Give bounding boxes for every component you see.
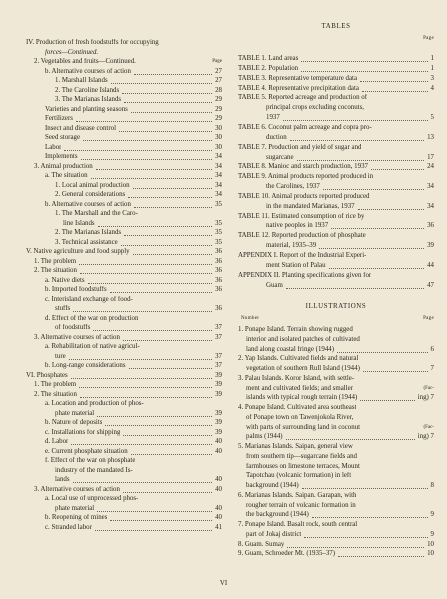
toc-entry-label: b. Alternative courses of action bbox=[45, 67, 131, 75]
dot-leader bbox=[323, 188, 424, 190]
page-ref: 35 bbox=[215, 229, 222, 236]
table-entry-label: principal crops excluding coconuts, bbox=[266, 104, 364, 112]
toc-entry-label: IV. Production of fresh foodstuffs for occupying bbox=[26, 39, 159, 46]
illustration-entry-label: background (1944) bbox=[246, 482, 299, 489]
illustration-entry-label: from southern tip—sugarcane fields and bbox=[246, 452, 357, 460]
table-entry-label: TABLE 2. Population bbox=[238, 64, 299, 72]
page-ref: 35 bbox=[215, 238, 222, 246]
dot-leader bbox=[81, 158, 213, 160]
illustration-entry-label: 9. Guam, Schroeder Mt. (1935–37) bbox=[238, 550, 336, 558]
page-ref: 37 bbox=[215, 324, 222, 331]
dot-leader bbox=[286, 438, 415, 440]
dot-leader bbox=[286, 287, 424, 289]
illustration-entry-label: interior and isolated patches of cultivated bbox=[246, 335, 360, 343]
page-ref: 28 bbox=[215, 86, 222, 94]
toc-entry-label: a. Native diets bbox=[45, 276, 85, 284]
illustration-entry-label: of Ponape town on Tawenjokola River, bbox=[246, 413, 354, 421]
table-entry-label: ment Station of Palau bbox=[266, 261, 326, 269]
dot-leader bbox=[110, 519, 212, 521]
toc-entry-label: phate material bbox=[55, 504, 95, 512]
toc-entry-label: b. Alternative courses of action bbox=[45, 200, 131, 208]
toc-entry-label: forces—Continued. bbox=[45, 48, 99, 56]
illustration-entry-label: 6. Marianas Islands. Saipan. Garapan, with bbox=[238, 491, 357, 499]
table-entry-label: TABLE 3. Representative temperature data bbox=[238, 74, 358, 82]
page-ref: 36 bbox=[215, 286, 222, 293]
dot-leader bbox=[111, 82, 212, 84]
toc-entry-label: 1. The Marshall and the Caro- bbox=[55, 210, 138, 217]
table-entry-label: TABLE 9. Animal products reported produced in bbox=[238, 173, 374, 181]
dot-leader bbox=[290, 139, 424, 141]
page-ref: 40 bbox=[215, 514, 222, 521]
page-ref: 1 bbox=[430, 64, 434, 72]
table-entry-label: native peoples in 1937 bbox=[266, 222, 329, 230]
page-ref: 13 bbox=[427, 133, 434, 141]
illustration-entry-label: the background (1944) bbox=[246, 511, 309, 519]
page-ref: 35 bbox=[215, 219, 222, 227]
dot-leader bbox=[283, 119, 428, 121]
table-entry-label: APPENDIX II. Planting specifications given for bbox=[238, 271, 372, 279]
toc-entry-label: 3. Alternative courses of action bbox=[34, 333, 120, 341]
dot-leader bbox=[297, 159, 425, 161]
table-entry-label: 1937 bbox=[266, 114, 280, 122]
toc-entry-label: Varieties and planting seasons bbox=[45, 105, 128, 113]
page-ref: 34 bbox=[427, 183, 434, 191]
dot-leader bbox=[76, 120, 212, 122]
table-entry-label: TABLE 7. Production and yield of sugar and bbox=[238, 143, 362, 151]
dot-leader bbox=[124, 101, 212, 103]
illustration-entry-label: 7. Ponape Island. Basalt rock, south central bbox=[238, 521, 358, 528]
dot-leader bbox=[312, 516, 428, 518]
toc-entry-label: 3. The Marianas Islands bbox=[55, 96, 122, 103]
page-ref: 39 bbox=[215, 428, 222, 436]
dot-leader bbox=[93, 329, 212, 331]
illustration-entry-label: 3. Palau Islands. Koror Island, with settle- bbox=[238, 374, 355, 382]
toc-entry-label: 3. Alternative courses of action bbox=[34, 485, 120, 493]
toc-entry-label: 3. Animal production bbox=[34, 162, 93, 170]
page-ref: 44 bbox=[427, 261, 434, 269]
toc-entry-label: a. Rehabilitation of native agricul- bbox=[45, 343, 140, 350]
illustration-entry-label: ment and cultivated fields; and smaller bbox=[246, 384, 353, 392]
page-ref: 47 bbox=[427, 281, 434, 289]
page-ref: 39 bbox=[215, 390, 222, 398]
page-number: VI bbox=[219, 580, 228, 587]
table-entry-label: TABLE 6. Coconut palm acreage and copra pro- bbox=[238, 123, 372, 131]
page-ref: (Fac- bbox=[423, 424, 434, 430]
page-ref: 27 bbox=[215, 67, 222, 75]
dot-leader bbox=[69, 358, 212, 360]
dot-leader bbox=[96, 168, 212, 170]
tables-page-label: Page bbox=[423, 36, 434, 41]
dot-leader bbox=[134, 206, 212, 208]
illustration-entry-label: farmhouses on limestone terraces, Mount bbox=[246, 462, 360, 470]
dot-leader bbox=[124, 234, 212, 236]
toc-entry-label: d. Effect of the war on production bbox=[45, 314, 139, 322]
toc-entry-label: c. Stranded labor bbox=[45, 523, 92, 531]
dot-leader bbox=[128, 196, 212, 198]
toc-entry-label: line Islands bbox=[63, 219, 95, 227]
dot-leader bbox=[133, 253, 213, 255]
page-ref: ing) 7 bbox=[417, 394, 434, 402]
table-entry-label: in the mandated Marianas, 1937 bbox=[266, 202, 355, 210]
page-ref: 36 bbox=[215, 267, 222, 274]
dot-leader bbox=[371, 168, 424, 170]
dot-leader bbox=[83, 139, 212, 141]
table-entry-label: TABLE 12. Reported production of phosphate bbox=[238, 232, 366, 240]
dot-leader bbox=[119, 130, 212, 132]
page-ref: 40 bbox=[215, 485, 222, 493]
page-ref: ing) 7 bbox=[417, 433, 434, 441]
dot-leader bbox=[331, 227, 424, 229]
toc-entry-label: V. Native agriculture and food supply bbox=[26, 248, 130, 255]
page-ref: 6 bbox=[430, 345, 434, 353]
toc-entry-label: b. Imported foodstuffs bbox=[45, 286, 107, 293]
dot-leader bbox=[123, 339, 212, 341]
illustrations-number-label: Number bbox=[241, 316, 260, 321]
page-ref: 40 bbox=[215, 438, 222, 445]
toc-entry-label: a. The situation bbox=[45, 172, 88, 179]
dot-leader bbox=[363, 370, 428, 372]
illustration-entry-label: islands with typical rough terrain (1944) bbox=[246, 394, 358, 402]
illustration-entry-label: land along coastal fringe (1944) bbox=[246, 345, 335, 353]
illustration-entry-label: 1. Ponape Island. Terrain showing rugged bbox=[238, 326, 353, 333]
page-ref: (Fac- bbox=[423, 385, 434, 391]
dot-leader bbox=[121, 244, 212, 246]
page-ref: 34 bbox=[215, 191, 222, 198]
dot-leader bbox=[79, 263, 212, 265]
toc-entry-label: 2. The Caroline Islands bbox=[55, 86, 120, 94]
page-ref: 37 bbox=[215, 362, 222, 369]
dot-leader bbox=[80, 272, 212, 274]
dot-leader bbox=[98, 225, 213, 227]
page-ref: 34 bbox=[215, 172, 222, 179]
toc-entry-label: a. Location and production of phos- bbox=[45, 400, 144, 407]
toc-entry-label: 3. Technical assistance bbox=[55, 238, 118, 246]
dot-leader bbox=[110, 291, 212, 293]
dot-leader bbox=[358, 208, 425, 210]
page-ref: 29 bbox=[215, 105, 222, 113]
page-ref: 5 bbox=[430, 114, 434, 122]
toc-entry-label: phate material bbox=[55, 409, 95, 417]
toc-entry-label: ture bbox=[55, 352, 66, 360]
dot-leader bbox=[301, 60, 427, 62]
dot-leader bbox=[97, 415, 212, 417]
toc-entry-label: 2. General considerations bbox=[55, 191, 126, 198]
illustrations-page-label: Page bbox=[423, 316, 434, 321]
table-entry-label: TABLE 11. Estimated consumption of rice by bbox=[238, 212, 365, 220]
toc-entry-label: c. Interisland exchange of food- bbox=[45, 295, 133, 303]
toc-entry-label: 2. The situation bbox=[34, 390, 77, 398]
page-ref: 30 bbox=[215, 134, 222, 141]
dot-leader bbox=[304, 536, 427, 538]
table-entry-label: sugarcane bbox=[266, 153, 294, 161]
page-ref: 29 bbox=[215, 96, 222, 103]
page-ref: 40 bbox=[215, 504, 222, 512]
illustration-entry-label: with parts of surrounding land in coconut bbox=[246, 423, 361, 431]
dot-leader bbox=[134, 73, 212, 75]
dot-leader bbox=[105, 424, 212, 426]
toc-entry-label: b. Nature of deposits bbox=[45, 419, 103, 426]
dot-leader bbox=[64, 149, 212, 151]
toc-entry-label: 2. The situation bbox=[34, 267, 77, 274]
dot-leader bbox=[360, 80, 428, 82]
toc-entry-label: Seed storage bbox=[45, 134, 81, 141]
toc-entry-label: lands bbox=[55, 476, 70, 483]
page-ref: 9 bbox=[430, 511, 434, 519]
page-ref: 1 bbox=[430, 55, 434, 62]
dot-leader bbox=[71, 443, 212, 445]
toc-entry-label: Labor bbox=[45, 143, 62, 151]
dot-leader bbox=[71, 377, 212, 379]
table-entry-label: TABLE 4. Representative precipitation data bbox=[238, 84, 359, 92]
dot-leader bbox=[123, 491, 212, 493]
toc-entry-label: a. Local use of unprocessed phos- bbox=[45, 495, 139, 502]
dot-leader bbox=[287, 546, 424, 548]
dot-leader bbox=[91, 177, 212, 179]
page-ref: 7 bbox=[430, 365, 434, 372]
tables-heading: TABLES bbox=[321, 23, 351, 30]
page-ref: 34 bbox=[215, 153, 222, 160]
table-entry-label: the Carolines, 1937 bbox=[266, 183, 320, 191]
page-ref: 35 bbox=[215, 200, 222, 208]
dot-leader bbox=[88, 282, 213, 284]
page-ref: 36 bbox=[215, 305, 222, 312]
table-entry-label: duction bbox=[266, 133, 287, 141]
page-ref: 17 bbox=[427, 153, 434, 161]
page-ref: Page bbox=[212, 59, 222, 64]
dot-leader bbox=[319, 247, 424, 249]
illustration-entry-label: Tapotchau (volcanic formation) in left bbox=[246, 472, 352, 480]
dot-leader bbox=[123, 434, 212, 436]
table-entry-label: APPENDIX I. Report of the Industrial Experi- bbox=[238, 252, 367, 259]
toc-entry-label: f. Effect of the war on phosphate bbox=[45, 457, 136, 464]
table-entry-label: Guam bbox=[266, 281, 283, 289]
toc-entry-label: b. Reopening of mines bbox=[45, 514, 108, 521]
illustration-entry-label: 5. Marianas Islands. Saipan, general view bbox=[238, 443, 353, 450]
page-ref: 36 bbox=[215, 276, 222, 284]
dot-leader bbox=[73, 310, 212, 312]
dot-leader bbox=[329, 267, 425, 269]
toc-entry-label: 1. The problem bbox=[34, 257, 77, 265]
page-ref: 36 bbox=[215, 248, 222, 255]
table-entry-label: material, 1935–39 bbox=[266, 242, 317, 250]
dot-leader bbox=[362, 90, 428, 92]
page-ref: 30 bbox=[215, 124, 222, 132]
page-ref: 41 bbox=[215, 523, 222, 531]
dot-leader bbox=[73, 481, 213, 483]
toc-entry-label: industry of the mandated Is- bbox=[55, 466, 133, 474]
illustration-entry-label: rougher terrain of volcanic formation in bbox=[246, 501, 356, 509]
page-ref: 39 bbox=[215, 409, 222, 417]
page-ref: 37 bbox=[215, 352, 222, 360]
page-ref: 39 bbox=[215, 419, 222, 426]
illustration-entry-label: 2. Yap Islands. Cultivated fields and natural bbox=[238, 355, 359, 363]
page-ref: 39 bbox=[215, 371, 222, 379]
page-ref: 10 bbox=[427, 550, 434, 558]
table-entry-label: TABLE 1. Land areas bbox=[238, 55, 299, 62]
illustrations-heading: ILLUSTRATIONS bbox=[305, 303, 367, 310]
dot-leader bbox=[80, 396, 212, 398]
illustration-entry-label: 4. Ponape Island. Cultivated area southeast bbox=[238, 404, 357, 411]
dot-leader bbox=[95, 529, 212, 531]
toc-entry-label: 1. The problem bbox=[34, 381, 77, 388]
dot-leader bbox=[133, 187, 212, 189]
toc-entry-label: stuffs bbox=[55, 305, 71, 312]
toc-entry-label: 2. Vegetables and fruits—Continued. bbox=[34, 58, 136, 65]
page-ref: 24 bbox=[427, 163, 434, 171]
toc-entry-label: of foodstuffs bbox=[55, 324, 91, 331]
illustration-entry-label: part of Jokaj district bbox=[246, 530, 302, 538]
page-ref: 34 bbox=[215, 162, 222, 170]
toc-entry-label: d. Labor bbox=[45, 438, 69, 445]
page-ref: 30 bbox=[215, 143, 222, 151]
page-ref: 29 bbox=[215, 115, 222, 122]
dot-leader bbox=[338, 555, 424, 557]
toc-entry-label: e. Current phosphate situation bbox=[45, 447, 128, 455]
page-ref: 10 bbox=[427, 540, 434, 548]
page-ref: 39 bbox=[215, 381, 222, 388]
page-ref: 27 bbox=[215, 77, 222, 84]
page-ref: 40 bbox=[215, 447, 222, 455]
dot-leader bbox=[122, 92, 212, 94]
toc-entry-label: Fertilizers bbox=[45, 115, 73, 122]
table-entry-label: TABLE 5. Reported acreage and production of bbox=[238, 94, 367, 102]
toc-entry-label: Insect and disease control bbox=[45, 124, 116, 132]
page-ref: 39 bbox=[427, 242, 434, 250]
page-ref: 37 bbox=[215, 333, 222, 341]
toc-entry-label: Implements bbox=[45, 153, 78, 160]
illustration-entry-label: vegetation of southern Rull Island (1944) bbox=[246, 365, 360, 372]
page-ref: 36 bbox=[215, 257, 222, 265]
dot-leader bbox=[131, 111, 212, 113]
page-ref: 4 bbox=[430, 84, 434, 92]
dot-leader bbox=[131, 453, 212, 455]
page-ref: 34 bbox=[215, 181, 222, 189]
dot-leader bbox=[129, 367, 213, 369]
toc-entry-label: 1. Local animal production bbox=[55, 181, 130, 189]
dot-leader bbox=[79, 386, 212, 388]
page-ref: 36 bbox=[427, 222, 434, 230]
dot-leader bbox=[337, 351, 428, 353]
page-ref: 34 bbox=[427, 202, 434, 210]
toc-entry-label: c. Installations for shipping bbox=[45, 428, 121, 436]
illustration-entry-label: palms (1944) bbox=[246, 433, 283, 441]
dot-leader bbox=[360, 399, 415, 401]
page-ref: 8 bbox=[430, 482, 434, 489]
page-ref: 3 bbox=[430, 74, 434, 82]
dot-leader bbox=[301, 70, 427, 72]
table-entry-label: TABLE 8. Manioc and starch production, 1937 bbox=[238, 163, 368, 171]
dot-leader bbox=[97, 510, 212, 512]
toc-entry-label: VI. Phosphates bbox=[26, 371, 68, 379]
dot-leader bbox=[302, 487, 428, 489]
toc-entry-label: b. Long-range considerations bbox=[45, 362, 126, 369]
page-ref: 9 bbox=[430, 530, 434, 538]
page-ref: 40 bbox=[215, 476, 222, 483]
illustration-entry-label: 8. Guam. Sumay bbox=[238, 540, 285, 548]
table-entry-label: TABLE 10. Animal products reported produced bbox=[238, 192, 370, 200]
toc-entry-label: 2. The Marianas Islands bbox=[55, 229, 122, 236]
toc-entry-label: 1. Marshall Islands bbox=[55, 77, 108, 84]
